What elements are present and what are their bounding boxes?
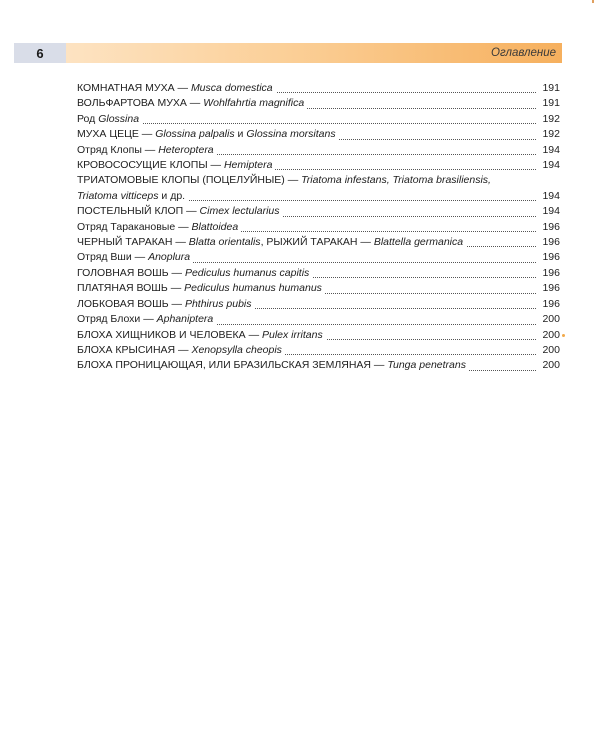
toc-russian-name: БЛОХА ХИЩНИКОВ И ЧЕЛОВЕКА — xyxy=(77,328,262,341)
toc-page-number: 200 xyxy=(539,312,560,327)
toc-russian-name: КОМНАТНАЯ МУХА — xyxy=(77,82,191,94)
toc-page-number: 194 xyxy=(539,204,560,219)
toc-entry xyxy=(77,127,560,142)
toc-latin-name: Blattoidea xyxy=(191,220,239,233)
toc-entry-title xyxy=(77,282,325,294)
toc-page-number: 191 xyxy=(539,81,560,96)
toc-russian-name: ВОЛЬФАРТОВА МУХА — xyxy=(77,97,204,110)
toc-entry-title xyxy=(77,205,283,217)
toc-entry xyxy=(77,81,560,96)
toc-entry-title xyxy=(77,251,193,263)
toc-entry xyxy=(77,220,560,235)
toc-page-number: 196 xyxy=(539,250,560,265)
toc-entry-title xyxy=(77,298,255,310)
toc-latin-name: Cimex lectularius xyxy=(199,205,280,218)
toc-latin-name: Triatoma infestans, Triatoma brasiliensis, Triatoma vitticeps xyxy=(77,174,491,202)
toc-page-number: 196 xyxy=(539,220,560,235)
toc-russian-name: Род xyxy=(77,112,99,125)
toc-entry xyxy=(77,250,560,265)
toc-latin-name: Musca domestica xyxy=(190,82,273,94)
toc-russian-name: Отряд Блохи — xyxy=(77,313,157,326)
toc-entry-title xyxy=(77,236,466,248)
toc-russian-name: и др. xyxy=(158,189,186,202)
toc-entry-title xyxy=(77,267,312,279)
toc-latin-name: Pulex irritans xyxy=(262,328,323,341)
toc-entry xyxy=(77,158,560,173)
toc-entry-title xyxy=(77,344,285,356)
toc-page-number: 192 xyxy=(539,112,560,127)
toc-entry-title xyxy=(77,329,326,341)
toc-latin-name: Blattella germanica xyxy=(373,236,464,249)
toc-russian-name: ПЛАТЯНАЯ ВОШЬ — xyxy=(77,282,185,295)
toc-russian-name: КРОВОСОСУЩИЕ КЛОПЫ — xyxy=(77,159,224,172)
toc-russian-name: МУХА ЦЕЦЕ — xyxy=(77,128,156,141)
toc-latin-name: Xenopsylla cheopis xyxy=(191,343,282,356)
toc-entry-title xyxy=(77,159,275,171)
toc-page-number: 200 xyxy=(539,358,560,373)
dot-leader xyxy=(77,123,536,124)
toc-page-number: 194 xyxy=(539,189,560,204)
toc-page-number: 200 xyxy=(539,343,560,358)
toc-page-number: 196 xyxy=(539,297,560,312)
toc-entry-title xyxy=(77,313,216,325)
toc-russian-name: Отряд Вши — xyxy=(77,251,149,264)
toc-entry xyxy=(77,235,560,250)
toc-page-number: 192 xyxy=(539,127,560,142)
toc-russian-name: Отряд Клопы — xyxy=(77,143,159,156)
toc-entry xyxy=(77,96,560,111)
toc-page-number: 196 xyxy=(539,266,560,281)
toc-entry-title xyxy=(77,113,142,125)
toc-entry xyxy=(77,266,560,281)
toc-russian-name: Отряд Тараканoвые — xyxy=(77,220,192,233)
toc-russian-name: ПОСТЕЛЬНЫЙ КЛОП — xyxy=(77,205,200,218)
toc-page-number: 191 xyxy=(539,96,560,111)
toc-entry xyxy=(77,297,560,312)
running-header xyxy=(14,43,562,63)
toc-entry xyxy=(77,143,560,158)
header-band xyxy=(66,43,562,63)
toc-entry-title xyxy=(77,174,491,201)
toc-entry-title xyxy=(77,128,339,140)
toc-entry-title xyxy=(77,144,217,156)
table-of-contents xyxy=(77,81,560,374)
margin-dot xyxy=(562,334,565,337)
toc-latin-name: Wohlfahrtia magnifica xyxy=(203,97,305,110)
toc-entry-title xyxy=(77,221,241,233)
toc-russian-name: ЛОБКОВАЯ ВОШЬ — xyxy=(77,297,185,310)
toc-latin-name: Phthirus pubis xyxy=(184,297,252,310)
toc-russian-name: , РЫЖИЙ ТАРАКАН — xyxy=(260,236,374,249)
section-title: Оглавление xyxy=(491,47,556,59)
toc-entry xyxy=(77,343,560,358)
toc-latin-name: Pediculus humanus capitis xyxy=(184,266,310,279)
toc-entry xyxy=(77,173,560,204)
toc-entry xyxy=(77,281,560,296)
toc-latin-name: Hemiptera xyxy=(223,159,273,172)
toc-page-number: 194 xyxy=(539,158,560,173)
toc-latin-name: Glossina palpalis xyxy=(155,128,235,141)
toc-latin-name: Pediculus humanus humanus xyxy=(184,282,322,295)
toc-latin-name: Tunga penetrans xyxy=(387,359,466,372)
toc-russian-name: БЛОХА КРЫСИНАЯ — xyxy=(77,343,192,356)
toc-entry xyxy=(77,112,560,127)
toc-entry xyxy=(77,204,560,219)
corner-mark xyxy=(592,0,594,3)
toc-entry-title xyxy=(77,82,276,94)
page-number: 6 xyxy=(14,43,66,63)
toc-latin-name: Glossina xyxy=(98,112,140,125)
toc-latin-name: Anoplura xyxy=(148,251,191,264)
toc-latin-name: Heteroptera xyxy=(158,143,214,156)
toc-russian-name: ГОЛОВНАЯ ВОШЬ — xyxy=(77,266,185,279)
toc-entry-title xyxy=(77,97,307,109)
toc-latin-name: Aphaniptera xyxy=(156,313,214,326)
toc-latin-name: Blatta orientalis xyxy=(188,236,261,249)
toc-russian-name: и xyxy=(234,128,247,141)
toc-page-number: 194 xyxy=(539,143,560,158)
toc-entry xyxy=(77,312,560,327)
toc-russian-name: ТРИАТОМОВЫЕ КЛОПЫ (ПОЦЕЛУЙНЫЕ) — xyxy=(77,174,302,187)
toc-russian-name: ЧЕРНЫЙ ТАРАКАН — xyxy=(77,236,189,249)
toc-latin-name: Glossina morsitans xyxy=(246,128,336,141)
toc-entry xyxy=(77,328,560,343)
toc-russian-name: БЛОХА ПРОНИЦАЮЩАЯ, ИЛИ БРАЗИЛЬСКАЯ ЗЕМЛЯНАЯ — xyxy=(77,359,388,372)
toc-entry-title xyxy=(77,359,469,371)
toc-entry xyxy=(77,358,560,373)
toc-page-number: 196 xyxy=(539,235,560,250)
toc-page-number: 200 xyxy=(539,328,560,343)
toc-page-number: 196 xyxy=(539,281,560,296)
